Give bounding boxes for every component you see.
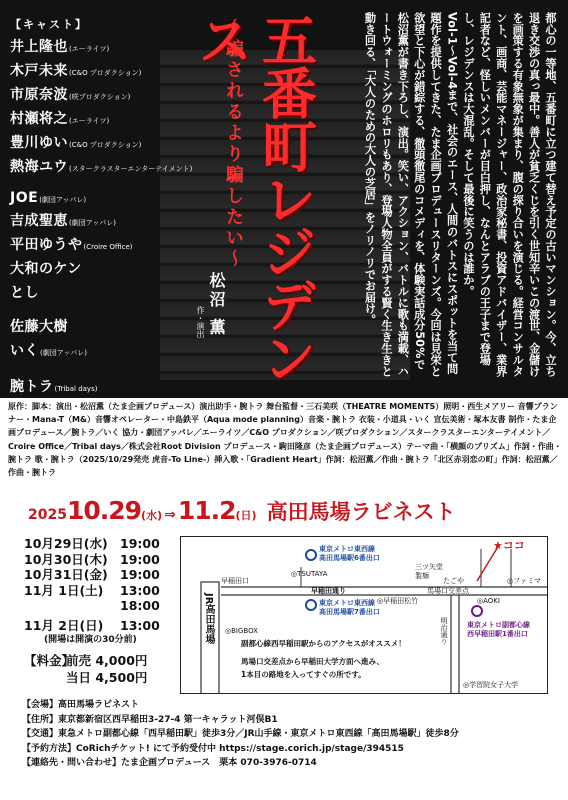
credit-role: 作・演出 xyxy=(196,305,205,338)
map-road-label: 明治通り xyxy=(440,617,448,645)
arrow-icon: ⇒ xyxy=(164,507,176,523)
cast-member: 平田ゆうや (Croire Office) xyxy=(10,237,133,253)
map-here-marker: ★ココ xyxy=(493,539,525,552)
play-title: 五番町レジデンス xyxy=(189,12,317,383)
map-station-label: JR高田馬場 xyxy=(203,593,214,645)
cast-list xyxy=(10,16,210,396)
cast-member: とし xyxy=(10,285,39,301)
schedule-note: (開場は開演の30分前) xyxy=(44,634,137,645)
cast-member: 熱海ユウ (スタークラスターエンターテイメント) xyxy=(10,159,193,175)
schedule-row: 10月30日(木) 19:00 xyxy=(24,551,160,567)
cast-member: いく (劇団アッパレ) xyxy=(10,343,87,359)
venue-info xyxy=(22,698,552,771)
venue-name: 高田馬場ラビネスト xyxy=(266,500,456,524)
schedule-row: 18:00 xyxy=(120,598,160,614)
map-landmark: たごや xyxy=(443,577,464,585)
cast-member: 豊川ゆい (C&O プロダクション) xyxy=(10,135,142,151)
schedule-row: 10月31日(金) 19:00 xyxy=(24,567,160,583)
map-landmark: 馬場口交差点 xyxy=(427,587,469,595)
cast-member: 市原奈波 (咲プロダクション) xyxy=(10,87,131,103)
director-credit xyxy=(196,272,225,338)
schedule-row: 11月 1日(土) 13:00 xyxy=(24,582,160,598)
end-dow: (日) xyxy=(235,509,257,522)
map-landmark: ◎TSUTAYA xyxy=(291,570,328,578)
credit-name: 松沼 薫 xyxy=(207,272,226,338)
map-landmark: ◎学習院女子大学 xyxy=(463,681,519,689)
play-subtitle: 〜騙されるより騙したい〜 xyxy=(223,18,244,270)
map-station-label: 東京メトロ副都心線 西早稲田駅1番出口 xyxy=(467,621,530,638)
cast-member: 井上隆也 (エーライツ) xyxy=(10,39,110,55)
cast-member: 木戸未来 (C&O プロダクション) xyxy=(10,63,142,79)
schedule-row: 10月29日(水) 19:00 xyxy=(24,536,160,551)
year: 2025 xyxy=(28,507,67,523)
map-landmark: ◎早稲田松竹 xyxy=(377,597,419,605)
map-landmark: ◎ファミマ xyxy=(507,577,541,585)
start-dow: (水) xyxy=(141,509,163,522)
map-landmark: 三ツ矢堂 製麺 xyxy=(415,563,443,580)
info-venue: 【会場】高田馬場ラビネスト xyxy=(22,700,140,710)
map-landmark: 早稲田口 xyxy=(221,577,249,585)
map-station-label: 東京メトロ東西線 高田馬場駅7番出口 xyxy=(319,599,380,616)
info-access: 【交通】東急メトロ副都心線「西早稲田駅」徒歩3分／JR山手線・東京メトロ東西線「高田馬場駅」徒歩8分 xyxy=(22,729,459,740)
cast-member: 佐藤大樹 xyxy=(10,319,68,335)
cast-member: 村瀬将之 (エーライツ) xyxy=(10,111,110,127)
map-landmark: ◎BIGBOX xyxy=(225,627,258,635)
cast-heading: 【キャスト】 xyxy=(10,18,88,31)
hero-section xyxy=(0,0,568,398)
info-contact: 【連絡先・問い合わせ】たま企画プロデュース 栗本 070-3976-0714 xyxy=(22,758,317,769)
map-note: 副都心線西早稲田駅からのアクセスがオススメ！ 馬場口交差点から早稲田大学方面へ進み、 1本目の路地を入ってすぐの所です。 xyxy=(241,639,406,679)
map-landmark: ◎AOKI xyxy=(477,597,500,605)
cast-member: 腕トラ (Tribal days) xyxy=(10,379,98,395)
price-row: 【料金】 前売 4,000円 xyxy=(24,652,148,668)
schedule-row: 11月 2日(日) 13:00 xyxy=(24,617,160,633)
cast-member: JOE (劇団アッパレ) xyxy=(10,190,87,206)
info-address: 【住所】東京都新宿区西早稲田3-27-4 第一キャラット河俣B1 xyxy=(22,714,278,725)
dates-banner xyxy=(28,496,558,526)
start-date: 10.29 xyxy=(66,496,142,525)
access-map xyxy=(180,536,548,694)
map-station-label: 東京メトロ東西線 高田馬場駅6番出口 xyxy=(319,545,380,562)
price-row: 当日 4,500円 xyxy=(66,669,148,685)
staff-credits: 原作：脚本：演出・松沼薫（たま企画プロデュース）演出助手・腕トラ 舞台監督・三石美咲（THEATRE MOMENTS）照明・西生メアリー 音響プランナー・Mana-T（M&）音響オペレーター・中島鉄平（Aqua mode planning）音楽・腕トラ 衣装・小道具・いく 宣伝美術・塚本友書 制作・たま企画プロデュース／腕トラ／いく 協力・劇団アッパレ／エーライツ／C&O プロダクション／咲プロダクション／スタークラスターエンターテイメント／Croire Office／Tribal days／株式会社Root Division プロデュース・駒田隆彦（たま企画プロデュース）テーマ曲・「横顔のプリズム」作詞・作曲・腕トラ 歌・腕トラ（2025/10/29発売 虎音-To Line-）挿入歌・「Gradient Heart」作詞：松沼薫／作曲・腕トラ「北区赤羽恋の町」作詞：松沼薫／作曲・腕トラ xyxy=(8,402,562,478)
price-block xyxy=(24,652,174,686)
map-road-label: 早稲田通り xyxy=(311,587,346,595)
end-date: 11.2 xyxy=(177,496,236,525)
cast-member: 吉成聖恵 (劇団アッパレ) xyxy=(10,213,116,229)
schedule xyxy=(24,536,174,686)
info-reservation: 【予約方法】CoRichチケット! にて予約受付中 https://stage.corich.jp/stage/394515 xyxy=(22,743,404,754)
synopsis: 都心の一等地、五番町に立つ建て替え予定の古いマンション。今、立ち退き交渉の真っ最中。善人が貧乏くじを引く世知辛いこの渡世、金儲けを画策する有象無象が集まり、腹の探り合いを演じる。経営コンサルタント、画商、芸能マネージャー、政治家秘書、投資アドバイザー、業界記者など、怪しいメンバーが目白押し、なんとアラブの王子まで登場し、レジデンスは大混乱。そして最後に笑うのは誰か。 Vol-1〜Vol-4まで、社会のエース、人間のバトスにスポットを当て問題作を提供してきた、たま企画プロデュースリターンズ。今回は見栄と欲望と下心が錯綜する、徹頭徹尾のコメディを、体験実話成分50%で松沼薫が書き下ろし、演出。笑い、アクション、バトルに歌も満載、ハートウォーミングのホロリもあり、登場人物全員がする賢く生き生きと動き回る、「大人のための大人の芝居」をノリノリでお届け。 xyxy=(363,12,557,377)
cast-member: 大和のケン xyxy=(10,261,82,277)
